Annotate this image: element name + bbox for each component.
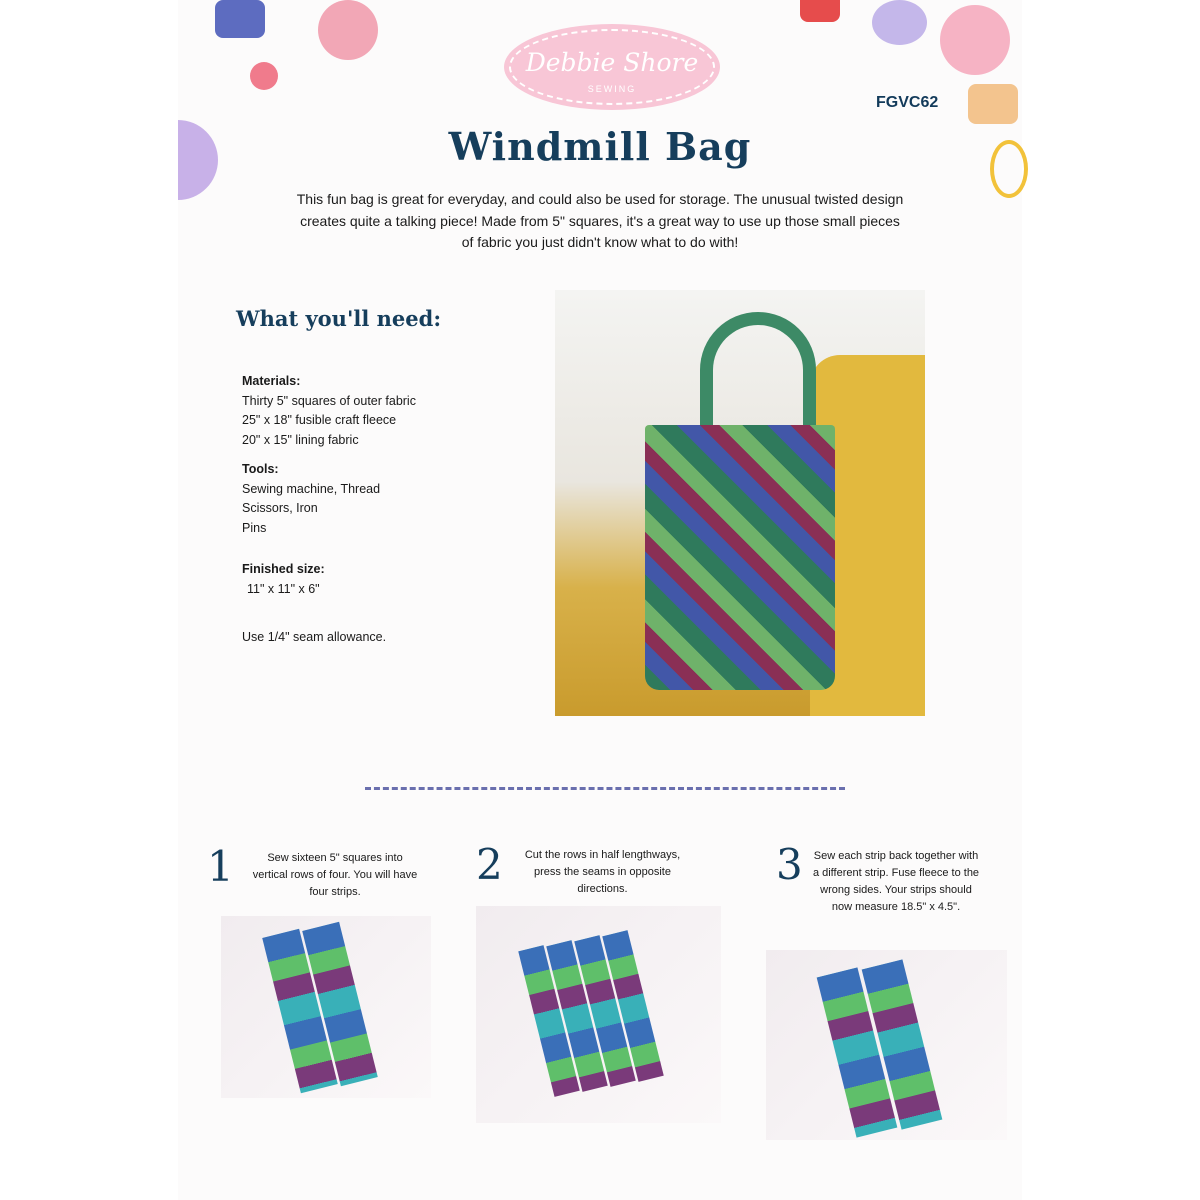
measuring-tape-roll-icon	[872, 0, 927, 45]
list-item: 20" x 15" lining fabric	[242, 432, 359, 447]
logo-text: Debbie Shore	[525, 48, 699, 77]
tools-label: Tools:	[242, 462, 279, 476]
materials-list	[242, 372, 416, 450]
scissors-icon	[990, 140, 1028, 198]
finished-size	[242, 560, 325, 599]
finished-bag-photo	[555, 290, 925, 716]
page-title: Windmill Bag	[448, 124, 752, 169]
step-1-photo	[221, 916, 431, 1098]
step-number: 1	[207, 842, 234, 891]
brand-logo	[504, 24, 720, 110]
product-code: FGVC62	[876, 94, 939, 111]
list-item: Thirty 5" squares of outer fabric	[242, 393, 416, 408]
needs-heading: What you'll need:	[236, 306, 442, 331]
tools-list	[242, 460, 380, 538]
step-3-photo	[766, 950, 1007, 1140]
list-item: Sewing machine, Thread	[242, 481, 381, 496]
list-item: Pins	[242, 520, 267, 535]
thread-spool-icon	[215, 0, 265, 38]
step-number: 2	[476, 840, 503, 889]
tape-measure-icon	[318, 0, 378, 60]
bag	[645, 425, 835, 690]
thread-spool-orange-icon	[968, 84, 1018, 124]
step-text: Sew sixteen 5" squares into vertical rows of four. You will have four strips.	[252, 852, 418, 898]
intro-text: This fun bag is great for everyday, and could also be used for storage. The unusual twisted design creates quite a talking piece! Made from 5" squares, it's a great way to use up those small pieces of fabric you just didn't know what to do with!	[296, 191, 904, 250]
materials-label: Materials:	[242, 374, 301, 388]
logo-subtext: SEWING	[587, 84, 637, 94]
finished-label: Finished size:	[242, 562, 325, 576]
list-item: 25" x 18" fusible craft fleece	[242, 413, 397, 427]
ruler-icon	[800, 0, 840, 22]
step-text: Sew each strip back together with a different strip. Fuse fleece to the wrong sides. Your strips should now measure 18.5" x 4.5".	[812, 850, 980, 913]
list-item: Scissors, Iron	[242, 501, 318, 515]
step-text: Cut the rows in half lengthways, press the seams in opposite directions.	[524, 849, 681, 895]
step-2-photo	[476, 906, 721, 1123]
pincushion-pink-icon	[940, 5, 1010, 75]
step-number: 3	[776, 840, 803, 889]
finished-value: 11" x 11" x 6"	[247, 581, 320, 596]
dashed-divider	[365, 787, 845, 790]
pin-wheel-icon	[250, 62, 278, 90]
seam-allowance: Use 1/4" seam allowance.	[242, 630, 387, 644]
